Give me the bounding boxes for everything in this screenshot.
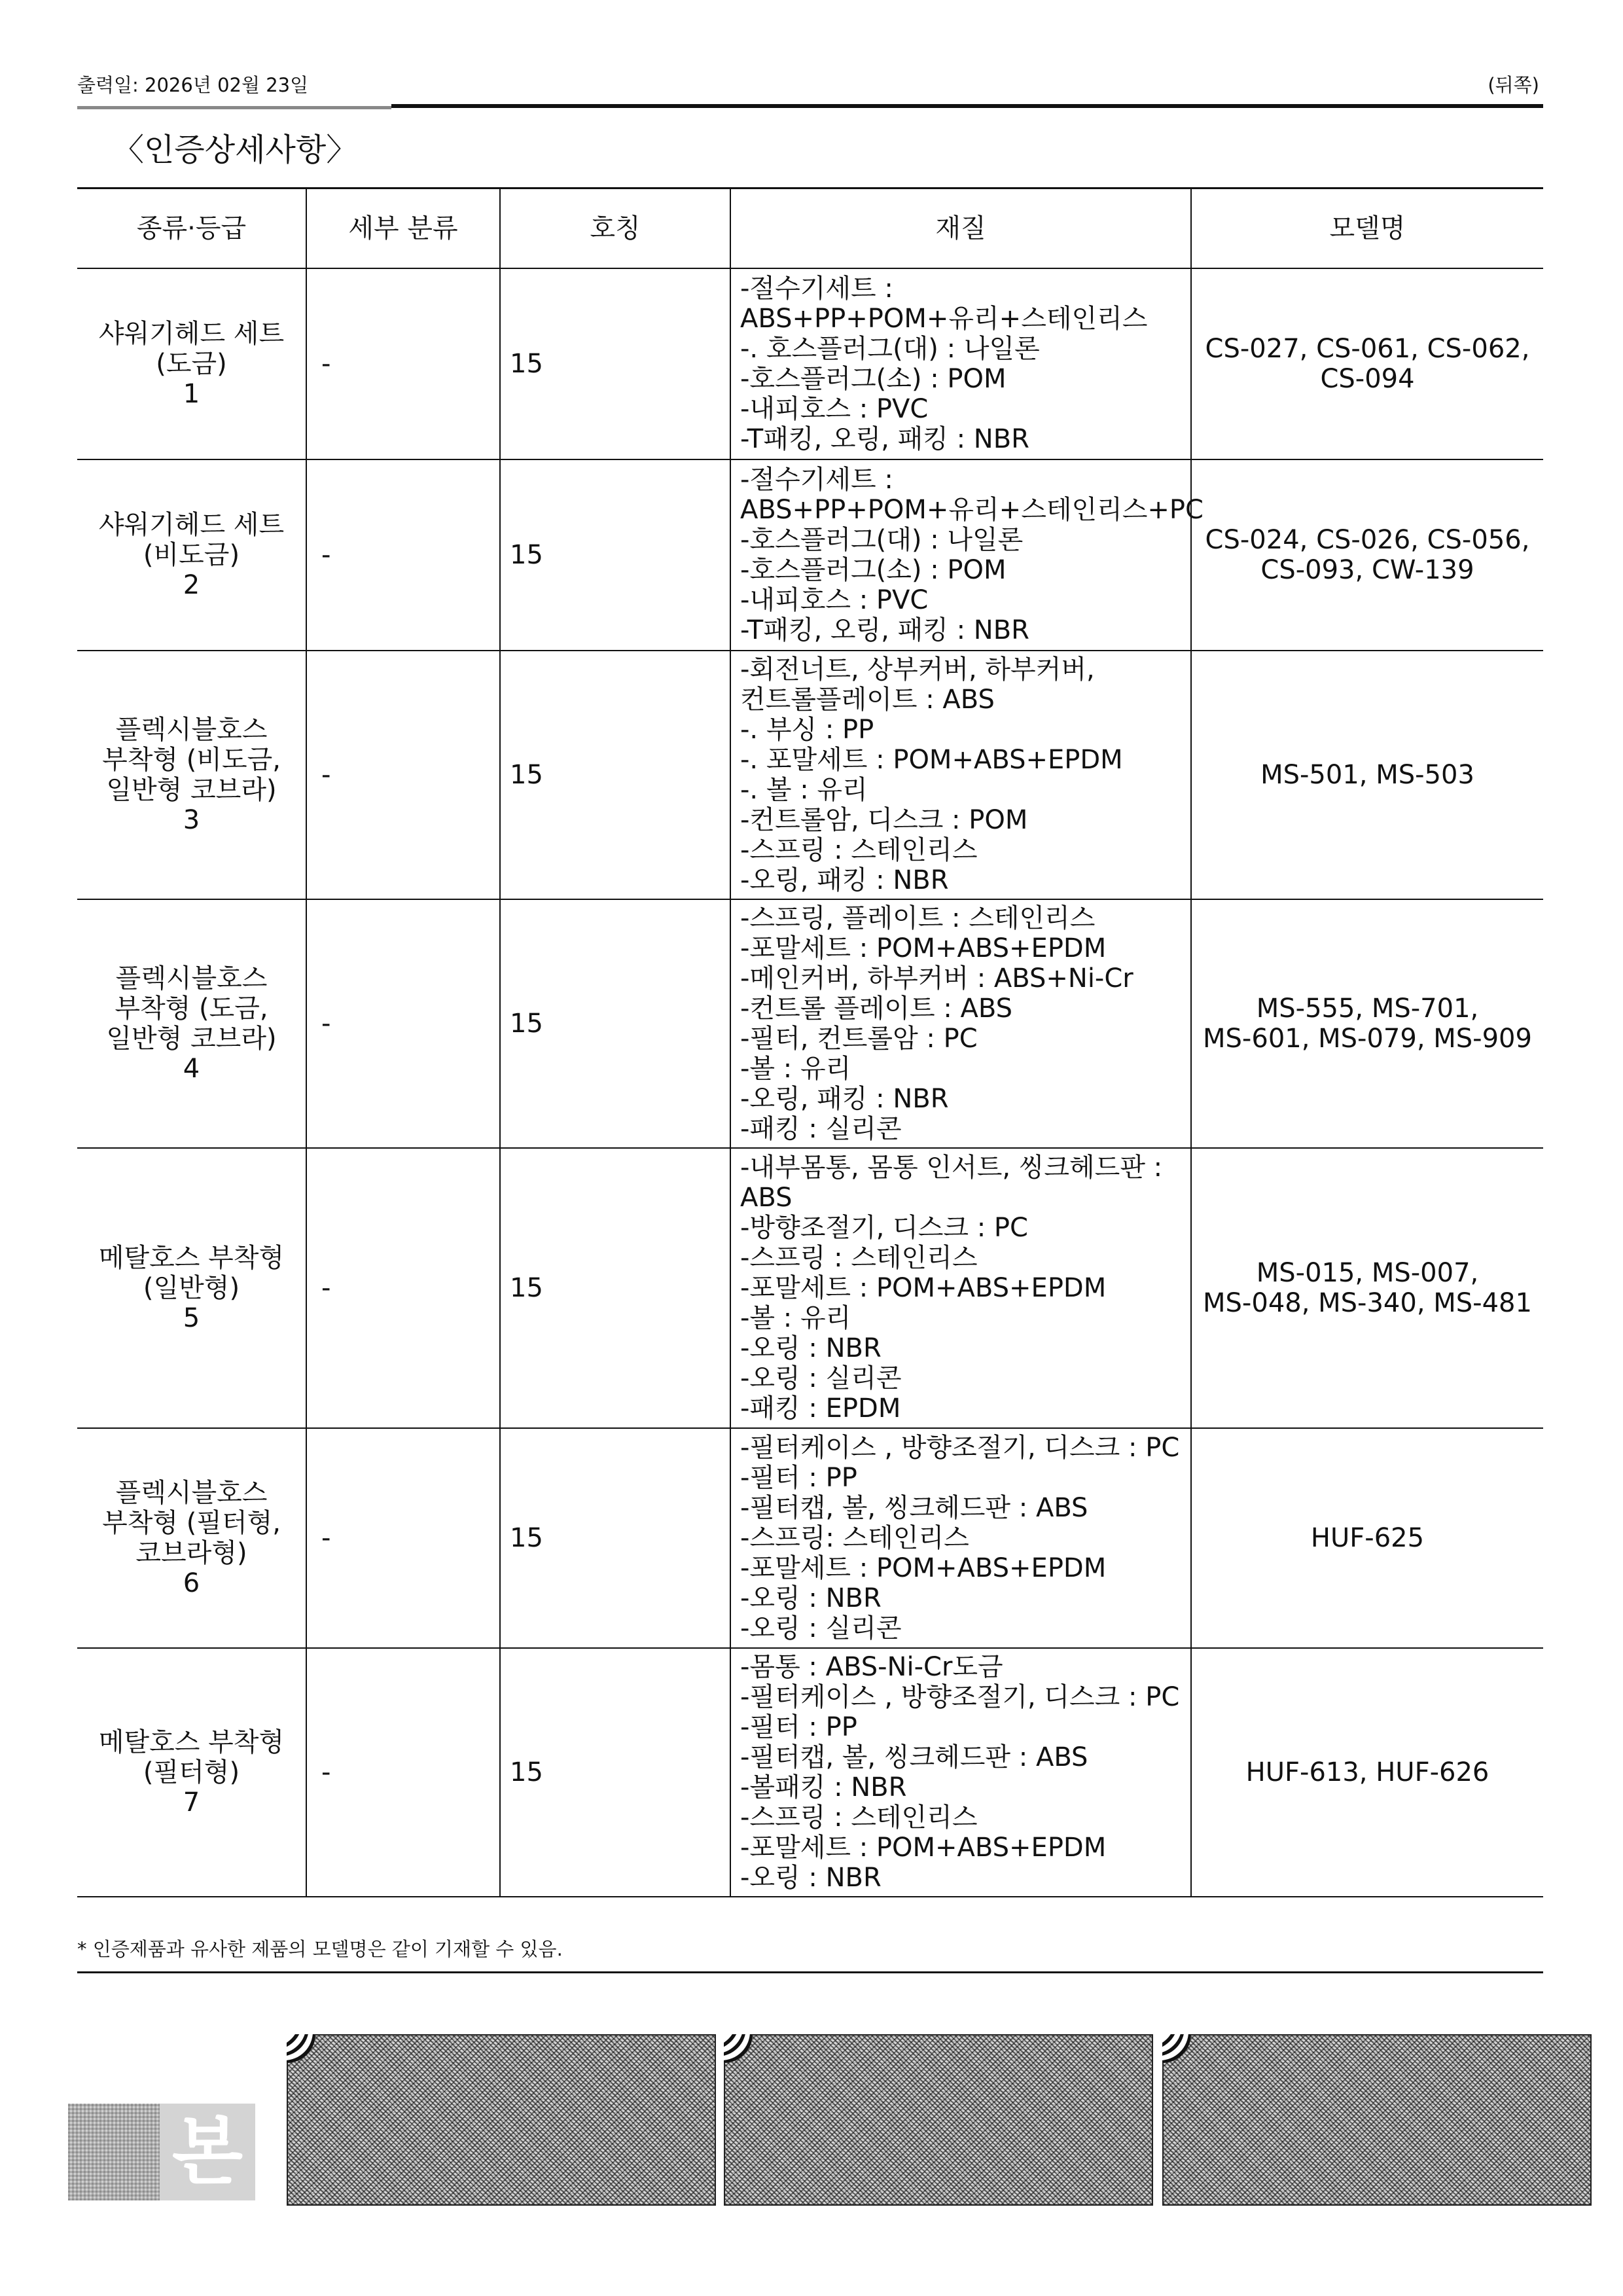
- sub-class-cell: -: [306, 651, 500, 899]
- sub-class-cell: -: [306, 268, 500, 459]
- model-line: HUF-625: [1310, 1523, 1425, 1553]
- model-cell: [1191, 1148, 1543, 1428]
- barcode-marker-icon: [724, 2034, 753, 2063]
- size-cell: 15: [500, 459, 730, 651]
- material-line: -포말세트 : POM+ABS+EPDM: [740, 1273, 1107, 1303]
- size-cell: 15: [500, 1428, 730, 1648]
- kind-line: 부착형 (도금,: [115, 994, 268, 1024]
- page-side-label: (뒤쪽): [1488, 74, 1539, 96]
- kind-line: 5: [183, 1303, 200, 1333]
- model-line: HUF-613, HUF-626: [1245, 1757, 1489, 1787]
- kind-line: 플렉시블호스: [115, 715, 268, 745]
- material-cell: [730, 1428, 1191, 1648]
- model-line: CS-027, CS-061, CS-062,: [1205, 334, 1530, 364]
- material-line: -절수기세트 :: [740, 465, 893, 495]
- material-line: -오링 : NBR: [740, 1863, 882, 1893]
- material-line: -볼 : 유리: [740, 1054, 851, 1084]
- material-line: -내부몸통, 몸통 인서트, 씽크헤드판 :: [740, 1153, 1163, 1183]
- material-line: -필터캡, 볼, 씽크헤드판 : ABS: [740, 1493, 1088, 1523]
- table-row: [77, 459, 1543, 651]
- material-cell: [730, 459, 1204, 651]
- model-line: MS-048, MS-340, MS-481: [1203, 1288, 1532, 1318]
- kind-cell: [77, 459, 306, 651]
- material-line: -방향조절기, 디스크 : PC: [740, 1213, 1028, 1243]
- table-row: [77, 899, 1543, 1148]
- material-line: -오링 : NBR: [740, 1333, 882, 1363]
- material-cell: [730, 899, 1191, 1148]
- table-row: [77, 268, 1543, 459]
- material-cell: [730, 268, 1191, 459]
- header-rule-thin: [77, 106, 391, 109]
- header-kind: 종류·등급: [77, 188, 306, 269]
- model-cell: [1191, 899, 1543, 1148]
- material-line: -필터캡, 볼, 씽크헤드판 : ABS: [740, 1742, 1088, 1772]
- material-line: -절수기세트 :: [740, 274, 893, 304]
- material-line: -컨트롤암, 디스크 : POM: [740, 805, 1028, 835]
- material-line: -스프링, 플레이트 : 스테인리스: [740, 903, 1096, 933]
- material-line: -. 호스플러그(대) : 나일론: [740, 334, 1040, 364]
- header-rule: [391, 104, 1543, 108]
- kind-line: 플렉시블호스: [115, 963, 268, 994]
- kind-cell: [77, 1648, 306, 1897]
- material-line: -오링, 패킹 : NBR: [740, 1084, 949, 1114]
- section-title: 〈인증상세사항〉: [113, 132, 358, 168]
- material-line: -필터케이스 , 방향조절기, 디스크 : PC: [740, 1682, 1180, 1712]
- kind-line: (비도금): [143, 540, 240, 570]
- kind-line: 6: [183, 1568, 200, 1598]
- material-line: -필터케이스 , 방향조절기, 디스크 : PC: [740, 1433, 1180, 1463]
- material-line: ABS: [740, 1183, 793, 1213]
- kind-line: (일반형): [143, 1273, 240, 1303]
- material-cell: [730, 1148, 1191, 1428]
- table-row: [77, 1148, 1543, 1428]
- material-line: -회전너트, 상부커버, 하부커버,: [740, 655, 1095, 685]
- kind-line: (필터형): [143, 1757, 240, 1787]
- material-line: -오링 : NBR: [740, 1583, 882, 1613]
- kind-line: 3: [183, 805, 200, 835]
- material-line: ABS+PP+POM+유리+스테인리스: [740, 304, 1148, 334]
- kind-line: 1: [183, 379, 200, 409]
- 2d-barcode: [1162, 2034, 1592, 2206]
- model-line: MS-555, MS-701,: [1256, 994, 1479, 1024]
- material-line: -스프링 : 스테인리스: [740, 1243, 978, 1273]
- kind-line: 메탈호스 부착형: [98, 1243, 285, 1273]
- material-line: -호스플러그(소) : POM: [740, 555, 1007, 585]
- kind-line: 부착형 (필터형,: [102, 1508, 281, 1538]
- table-row: [77, 1428, 1543, 1648]
- model-line: CS-093, CW-139: [1260, 555, 1474, 585]
- header-size: 호칭: [500, 188, 730, 269]
- material-line: -볼패킹 : NBR: [740, 1772, 907, 1803]
- material-line: 컨트롤플레이트 : ABS: [740, 685, 995, 715]
- material-line: -오링 : 실리콘: [740, 1363, 902, 1393]
- kind-line: 일반형 코브라): [106, 775, 277, 805]
- material-line: -오링 : 실리콘: [740, 1613, 902, 1643]
- material-line: -T패킹, 오링, 패킹 : NBR: [740, 424, 1029, 454]
- size-cell: 15: [500, 268, 730, 459]
- material-line: -스프링 : 스테인리스: [740, 1803, 978, 1833]
- kind-line: 4: [183, 1054, 200, 1084]
- material-line: -필터 : PP: [740, 1712, 857, 1742]
- material-line: -필터, 컨트롤암 : PC: [740, 1024, 978, 1054]
- material-line: -스프링 : 스테인리스: [740, 835, 978, 865]
- model-line: CS-024, CS-026, CS-056,: [1205, 525, 1530, 555]
- kind-cell: [77, 1428, 306, 1648]
- material-line: -필터 : PP: [740, 1463, 857, 1493]
- model-line: MS-601, MS-079, MS-909: [1203, 1024, 1532, 1054]
- kind-cell: [77, 1148, 306, 1428]
- stamp-pattern: [68, 2104, 160, 2200]
- size-cell: 15: [500, 1648, 730, 1897]
- material-line: -호스플러그(소) : POM: [740, 364, 1007, 394]
- print-date: 출력일: 2026년 02월 23일: [77, 74, 309, 96]
- material-line: -메인커버, 하부커버 : ABS+Ni-Cr: [740, 963, 1133, 994]
- material-line: -T패킹, 오링, 패킹 : NBR: [740, 615, 1029, 645]
- material-line: -호스플러그(대) : 나일론: [740, 525, 1024, 555]
- material-line: -포말세트 : POM+ABS+EPDM: [740, 1833, 1107, 1863]
- material-line: -포말세트 : POM+ABS+EPDM: [740, 1553, 1107, 1583]
- kind-line: 일반형 코브라): [106, 1024, 277, 1054]
- material-line: ABS+PP+POM+유리+스테인리스+PC: [740, 495, 1204, 525]
- sub-class-cell: -: [306, 899, 500, 1148]
- size-cell: 15: [500, 899, 730, 1148]
- sub-class-cell: -: [306, 1148, 500, 1428]
- 2d-barcode: [287, 2034, 716, 2206]
- kind-line: 코브라형): [135, 1538, 247, 1568]
- material-line: -. 볼 : 유리: [740, 775, 868, 805]
- material-line: -패킹 : EPDM: [740, 1393, 901, 1424]
- material-line: -컨트롤 플레이트 : ABS: [740, 994, 1013, 1024]
- table-header-row: [77, 188, 1543, 269]
- kind-line: 메탈호스 부착형: [98, 1727, 285, 1757]
- size-cell: 15: [500, 651, 730, 899]
- sub-class-cell: -: [306, 1428, 500, 1648]
- material-line: -포말세트 : POM+ABS+EPDM: [740, 933, 1107, 963]
- footnote: * 인증제품과 유사한 제품의 모델명은 같이 기재할 수 있음.: [77, 1938, 563, 1960]
- kind-line: (도금): [156, 349, 227, 379]
- header-model: 모델명: [1191, 188, 1543, 269]
- material-line: -스프링: 스테인리스: [740, 1523, 969, 1553]
- certification-table: [77, 187, 1543, 1897]
- material-line: -내피호스 : PVC: [740, 585, 929, 615]
- kind-line: 부착형 (비도금,: [102, 745, 281, 775]
- material-line: -내피호스 : PVC: [740, 394, 929, 424]
- sub-class-cell: -: [306, 459, 500, 651]
- footer-rule: [77, 1971, 1543, 1973]
- material-line: -. 포말세트 : POM+ABS+EPDM: [740, 745, 1123, 775]
- material-line: -몸통 : ABS-Ni-Cr도금: [740, 1652, 1003, 1682]
- size-cell: 15: [500, 1148, 730, 1428]
- model-cell: [1191, 1648, 1543, 1897]
- barcode-marker-icon: [287, 2034, 315, 2063]
- material-line: -볼 : 유리: [740, 1303, 851, 1333]
- header-material: 재질: [730, 188, 1191, 269]
- kind-cell: [77, 268, 306, 459]
- kind-line: 플렉시블호스: [115, 1478, 268, 1508]
- kind-cell: [77, 651, 306, 899]
- material-line: -. 부싱 : PP: [740, 715, 874, 745]
- kind-line: 2: [183, 570, 200, 600]
- model-line: CS-094: [1320, 364, 1415, 394]
- material-line: -오링, 패킹 : NBR: [740, 865, 949, 895]
- model-cell: [1191, 459, 1543, 651]
- barcode-marker-icon: [1162, 2034, 1191, 2063]
- material-cell: [730, 1648, 1191, 1897]
- model-line: MS-501, MS-503: [1260, 760, 1474, 790]
- model-line: MS-015, MS-007,: [1256, 1258, 1479, 1288]
- model-cell: [1191, 268, 1543, 459]
- table-row: [77, 651, 1543, 899]
- header-sub-class: 세부 분류: [306, 188, 500, 269]
- original-stamp: [68, 2104, 255, 2200]
- model-cell: [1191, 1428, 1543, 1648]
- kind-line: 샤워기헤드 세트: [98, 510, 285, 540]
- 2d-barcode: [724, 2034, 1153, 2206]
- kind-line: 샤워기헤드 세트: [98, 319, 285, 349]
- sub-class-cell: -: [306, 1648, 500, 1897]
- model-cell: [1191, 651, 1543, 899]
- table-row: [77, 1648, 1543, 1897]
- material-cell: [730, 651, 1191, 899]
- kind-line: 7: [183, 1787, 200, 1818]
- kind-cell: [77, 899, 306, 1148]
- stamp-char: 본: [160, 2104, 255, 2200]
- material-line: -패킹 : 실리콘: [740, 1114, 902, 1144]
